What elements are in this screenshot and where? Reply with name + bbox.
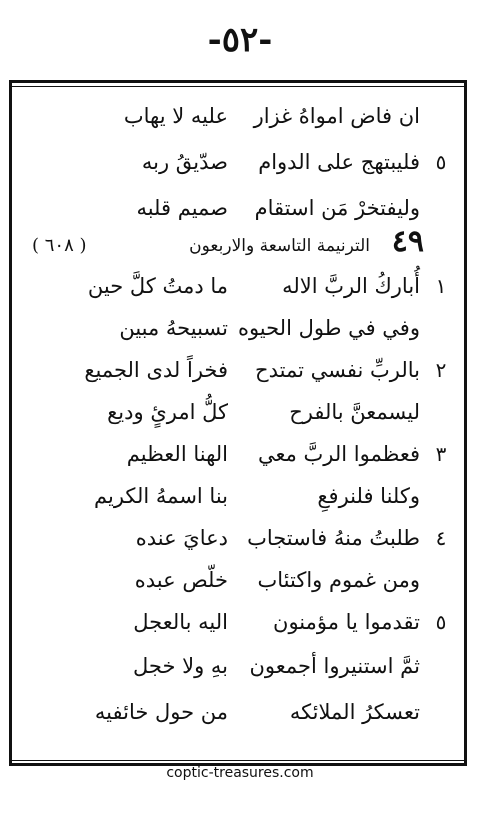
text-line xyxy=(24,96,454,136)
verse-line xyxy=(24,434,454,474)
hemistich-first: ومن غموم واكتئاب xyxy=(257,568,420,592)
hemistich-second: صميم قلبه xyxy=(136,196,228,220)
hemistich-second: دعايَ عنده xyxy=(135,526,228,550)
verse-line xyxy=(24,602,454,642)
hemistich-first: بالربِّ نفسي تمتدح xyxy=(255,358,420,382)
hymn-number: ٤٩ xyxy=(391,224,424,259)
verse-number: ٥ xyxy=(435,610,447,634)
verse-line xyxy=(24,560,454,600)
hemistich-second: تسبيحهُ مبين xyxy=(119,316,228,340)
hemistich-first: وكلنا فلنرفعِ xyxy=(317,484,420,508)
verse-number: ٤ xyxy=(435,526,447,550)
footer-watermark: coptic-treasures.com xyxy=(166,765,314,781)
hemistich-second: ما دمتُ كلَّ حين xyxy=(87,274,228,298)
frame-top-rule xyxy=(9,86,467,87)
hymn-title: الترنيمة التاسعة والاربعون xyxy=(189,236,370,256)
verse-line xyxy=(24,308,454,348)
hemistich-first: فعظموا الربَّ معي xyxy=(257,442,420,466)
verse-line xyxy=(24,350,454,390)
verse-line xyxy=(24,692,454,732)
verse-line xyxy=(24,646,454,686)
hemistich-second: صدّيقُ ربه xyxy=(141,150,228,174)
hemistich-second: بهِ ولا خجل xyxy=(132,654,228,678)
text-line xyxy=(24,188,454,228)
verse-number: ٢ xyxy=(435,358,447,382)
verse-line xyxy=(24,392,454,432)
hemistich-second: من حول خائفيه xyxy=(94,700,228,724)
hemistich-first: تقدموا يا مؤمنون xyxy=(273,610,420,634)
verse-number: ٣ xyxy=(435,442,447,466)
verse-number: ٥ xyxy=(435,150,447,174)
hemistich-first: ان فاض امواهُ غزار xyxy=(253,104,420,128)
page-number: -٥٢- xyxy=(207,20,273,60)
hemistich-first: فليبتهج على الدوام xyxy=(258,150,420,174)
text-line xyxy=(24,142,454,182)
hymn-reference: ( ٦٠٨ ) xyxy=(32,235,87,256)
hemistich-first: تعسكرُ الملائكه xyxy=(289,700,420,724)
hemistich-first: ثمَّ استنيروا أجمعون xyxy=(249,654,420,678)
hemistich-second: بنا اسمهُ الكريم xyxy=(94,484,228,508)
verse-line xyxy=(24,518,454,558)
hemistich-second: الهنا العظيم xyxy=(126,442,228,466)
hemistich-second: خلّص عبده xyxy=(134,568,228,592)
hemistich-first: وفي في طول الحيوه xyxy=(237,316,420,340)
frame-bottom-rule xyxy=(9,760,467,761)
verse-line xyxy=(24,266,454,306)
hemistich-second: فخراً لدى الجميع xyxy=(84,358,228,382)
verse-number: ١ xyxy=(435,274,447,298)
hemistich-second: كلُّ امرئٍ وديع xyxy=(107,400,228,424)
verse-line xyxy=(24,476,454,516)
hemistich-first: ليسمعنَّ بالفرح xyxy=(289,400,420,424)
hemistich-second: عليه لا يهاب xyxy=(123,104,228,128)
hemistich-first: وليفتخرْ مَن استقام xyxy=(254,196,420,220)
hemistich-second: اليه بالعجل xyxy=(133,610,228,634)
hemistich-first: طلبتُ منهُ فاستجاب xyxy=(247,526,420,550)
hymn-heading xyxy=(24,224,454,264)
hemistich-first: أُباركُ الربَّ الاله xyxy=(282,274,420,298)
